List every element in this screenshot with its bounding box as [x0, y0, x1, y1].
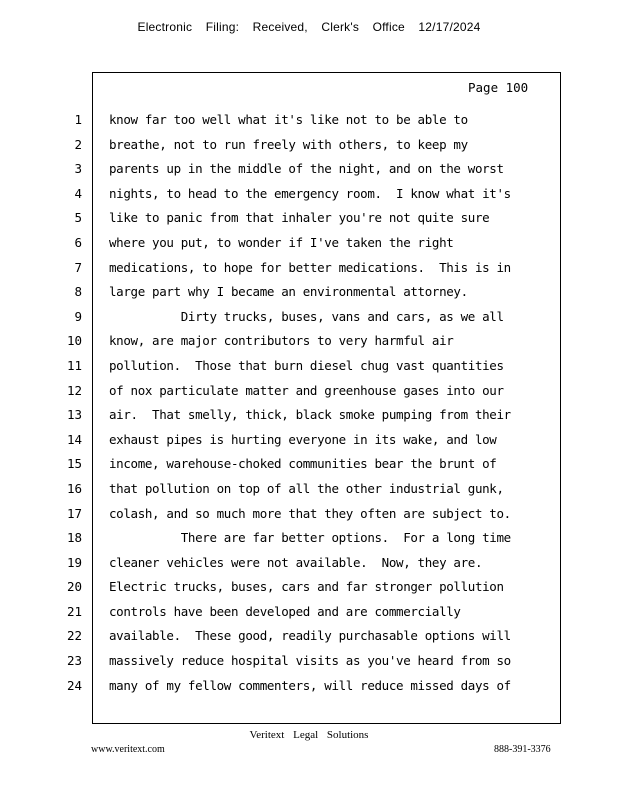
- footer-company: Veritext Legal Solutions: [249, 729, 369, 741]
- transcript-line: that pollution on top of all the other industrial gunk,: [109, 480, 504, 496]
- line-number: 8: [74, 284, 82, 300]
- line-number: 16: [66, 480, 82, 496]
- transcript-line: pollution. Those that burn diesel chug vast quantities: [109, 357, 504, 373]
- line-number: 22: [66, 628, 82, 644]
- transcript-line: parents up in the middle of the night, and on the worst: [109, 161, 504, 177]
- transcript-line: breathe, not to run freely with others, to keep my: [109, 136, 468, 152]
- transcript-line: where you put, to wonder if I've taken the right: [109, 234, 454, 250]
- line-number: 21: [66, 603, 82, 619]
- transcript-line: of nox particulate matter and greenhouse gases into our: [109, 382, 504, 398]
- transcript-line: large part why I became an environmental attorney.: [109, 284, 468, 300]
- transcript-line: Dirty trucks, buses, vans and cars, as we all: [109, 308, 504, 324]
- transcript-line: There are far better options. For a long time: [109, 530, 511, 546]
- transcript-line: income, warehouse-choked communities bear the brunt of: [109, 456, 497, 472]
- line-number: 13: [66, 407, 82, 423]
- line-number: 17: [66, 505, 82, 521]
- line-number: 20: [66, 579, 82, 595]
- page-number: Page 100: [468, 80, 529, 95]
- transcript-line: medications, to hope for better medications. This is in: [109, 259, 511, 275]
- transcript-line: Electric trucks, buses, cars and far stronger pollution: [109, 579, 504, 595]
- footer-website: www.veritext.com: [91, 744, 165, 755]
- line-number: 12: [66, 382, 82, 398]
- transcript-line: know far too well what it's like not to be able to: [109, 112, 468, 127]
- transcript-line: air. That smelly, thick, black smoke pumping from their: [109, 407, 511, 423]
- transcript-line: controls have been developed and are commercially: [109, 603, 461, 619]
- transcript-text: [109, 111, 549, 701]
- filing-header: Electronic Filing: Received, Clerk's Office 12/17/2024: [137, 20, 481, 34]
- line-number: 19: [66, 554, 82, 570]
- line-number: 10: [66, 333, 82, 349]
- transcript-line: colash, and so much more that they often are subject to.: [109, 505, 511, 521]
- line-number: 1: [74, 112, 82, 127]
- line-number-column: [60, 111, 82, 701]
- line-number: 5: [74, 210, 82, 226]
- line-number: 6: [74, 234, 82, 250]
- line-number: 24: [66, 677, 82, 693]
- transcript-line: like to panic from that inhaler you're not quite sure: [109, 210, 490, 226]
- line-number: 3: [74, 161, 82, 177]
- transcript-line: exhaust pipes is hurting everyone in its wake, and low: [109, 431, 497, 447]
- transcript-line: cleaner vehicles were not available. Now, they are.: [109, 554, 483, 570]
- footer-phone: 888-391-3376: [494, 744, 551, 755]
- line-number: 23: [66, 653, 82, 669]
- line-number: 7: [74, 259, 82, 275]
- line-number: 9: [74, 308, 82, 324]
- line-number: 18: [66, 530, 82, 546]
- transcript-line: available. These good, readily purchasable options will: [109, 628, 511, 644]
- transcript-line: know, are major contributors to very harmful air: [109, 333, 454, 349]
- line-number: 4: [74, 185, 82, 201]
- line-number: 14: [66, 431, 82, 447]
- line-number: 11: [66, 357, 82, 373]
- transcript-line: many of my fellow commenters, will reduce missed days of: [109, 677, 511, 693]
- transcript-line: nights, to head to the emergency room. I know what it's: [109, 185, 511, 201]
- line-number: 2: [74, 136, 82, 152]
- line-number: 15: [66, 456, 82, 472]
- transcript-line: massively reduce hospital visits as you've heard from so: [109, 653, 511, 669]
